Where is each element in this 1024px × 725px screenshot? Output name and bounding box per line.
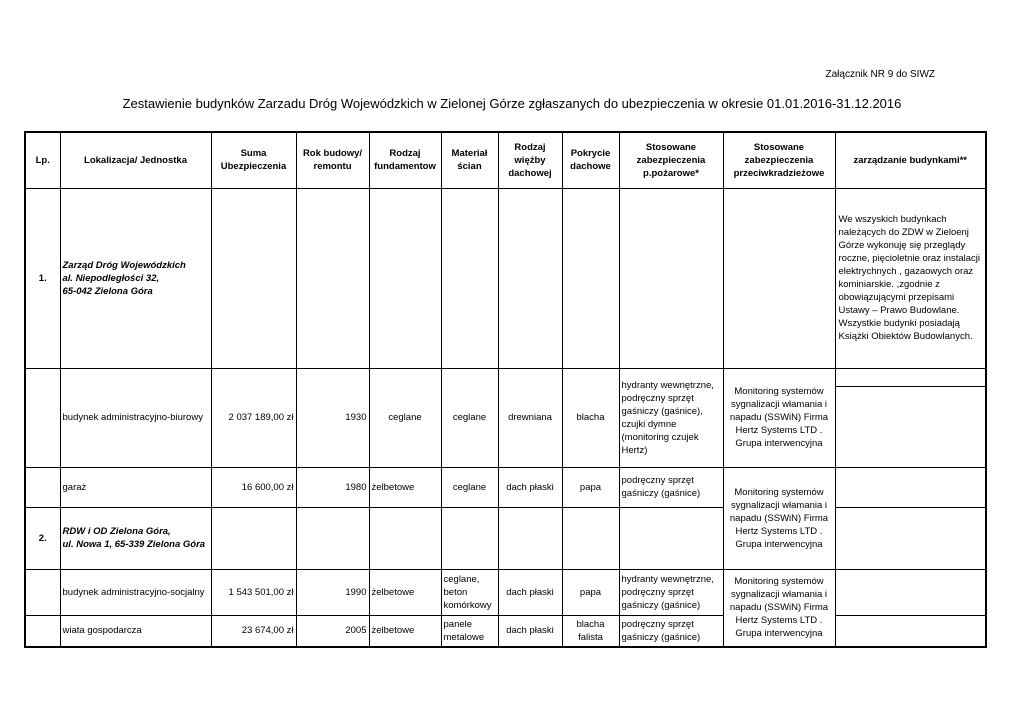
building-truss: dach płaski [498,615,562,647]
unit-2-lp: 2. [25,507,60,569]
header-location: Lokalizacja/ Jednostka [60,132,211,188]
building-truss: dach płaski [498,569,562,615]
table-row-unit-2 [25,507,986,569]
empty-cell [835,615,986,647]
building-roof: blacha falista [562,615,619,647]
empty-cell [211,507,296,569]
empty-cell [296,188,369,368]
buildings-table [24,131,987,648]
building-year: 1990 [296,569,369,615]
empty-cell [441,188,498,368]
building-fire: podręczny sprzęt gaśniczy (gaśnice) [619,467,723,507]
table-row [25,467,986,507]
header-walls: Materiał ścian [441,132,498,188]
header-sum: Suma Ubezpieczenia [211,132,296,188]
unit-1-name-line1: Zarząd Dróg Wojewódzkich [62,259,186,271]
building-year: 1980 [296,467,369,507]
header-roof: Pokrycie dachowe [562,132,619,188]
unit-1-name-line3: 65-042 Zielona Góra [62,285,153,297]
building-truss: dach płaski [498,467,562,507]
document-title: Zestawienie budynków Zarzadu Dróg Wojewódzkich w Zielonej Górze zgłaszanych do ubezpieczenia w okresie 01.01.2016-31.12.2016 [122,96,902,111]
empty-cell [369,188,441,368]
management-note: We wszyskich budynkach należących do ZDW w Zieloenj Górze wykonuję się przeglądy roczne, pięcioletnie oraz instalacji elektrychnych , gazaowych oraz kominiarskie. ,zgodnie z obowiązującymi przepisami Ustawy – Prawo Budowlane. Wszystkie budynki posiadają Książki Obiektów Budowlanych. [838,213,981,342]
building-theft: Monitoring systemów sygnalizacji włamania i napadu (SSWiN) Firma Hertz Systems LTD . Grupa interwencyjna [723,368,835,467]
table-row [25,368,986,467]
header-lp: Lp. [25,132,60,188]
empty-cell [369,507,441,569]
empty-cell [835,467,986,507]
building-sum: 23 674,00 zł [211,615,296,647]
header-truss: Rodzaj więźby dachowej [498,132,562,188]
annex-label: Załącznik NR 9 do SIWZ [825,69,935,80]
building-name: wiata gospodarcza [60,615,211,647]
building-foundation: ceglane [369,368,441,467]
unit-2-name [60,507,211,569]
building-year: 2005 [296,615,369,647]
building-walls: ceglane, beton komórkowy [441,569,498,615]
empty-cell [25,615,60,647]
building-theft: Monitoring systemów sygnalizacji włamania i napadu (SSWiN) Firma Hertz Systems LTD . Grupa interwencyjna [723,467,835,569]
table-row [25,615,986,647]
header-management: zarządzanie budynkami** [835,132,986,188]
empty-cell [211,188,296,368]
building-foundation: żelbetowe [369,569,441,615]
building-roof: blacha [562,368,619,467]
empty-cell [835,507,986,569]
unit-1-name [60,188,211,368]
empty-cell [619,188,723,368]
management-note-cell [835,188,986,368]
empty-cell [25,467,60,507]
empty-cell [25,569,60,615]
building-walls: ceglane [441,467,498,507]
empty-cell [723,188,835,368]
building-name: budynek administracyjno-socjalny [60,569,211,615]
empty-cell [562,507,619,569]
header-theft: Stosowane zabezpieczenia przeciwkradzieżowe [723,132,835,188]
empty-cell [441,507,498,569]
building-sum: 16 600,00 zł [211,467,296,507]
building-sum: 1 543 501,00 zł [211,569,296,615]
building-fire: hydranty wewnętrzne, podręczny sprzęt gaśniczy (gaśnice) [619,569,723,615]
header-row [25,132,986,188]
building-name: garaż [60,467,211,507]
building-roof: papa [562,467,619,507]
header-fire: Stosowane zabezpieczenia p.pożarowe* [619,132,723,188]
building-foundation: żelbetowe [369,467,441,507]
empty-cell [562,188,619,368]
empty-cell [498,507,562,569]
empty-cell [619,507,723,569]
building-fire: podręczny sprzęt gaśniczy (gaśnice) [619,615,723,647]
building-walls: panele metalowe [441,615,498,647]
building-theft: Monitoring systemów sygnalizacji włamania i napadu (SSWiN) Firma Hertz Systems LTD . Grupa interwencyjna [723,569,835,647]
table-row [25,569,986,615]
building-year: 1930 [296,368,369,467]
building-truss: drewniana [498,368,562,467]
building-sum: 2 037 189,00 zł [211,368,296,467]
building-name: budynek administracyjno-biurowy [60,368,211,467]
empty-cell [25,368,60,467]
empty-cell [498,188,562,368]
building-roof: papa [562,569,619,615]
header-year: Rok budowy/ remontu [296,132,369,188]
table-row-unit-1 [25,188,986,368]
unit-1-name-line2: al. Niepodległości 32, [62,272,160,284]
empty-cell [296,507,369,569]
building-foundation: żelbetowe [369,615,441,647]
building-fire: hydranty wewnętrzne, podręczny sprzęt gaśniczy (gaśnice), czujki dymne (monitoring czujek Hertz) [619,368,723,467]
building-walls: ceglane [441,368,498,467]
unit-1-lp: 1. [25,188,60,368]
unit-2-name-line1: RDW i OD Zielona Góra, [62,526,171,537]
header-foundation: Rodzaj fundamentow [369,132,441,188]
empty-cell [835,569,986,615]
unit-2-name-line2: ul. Nowa 1, 65-339 Zielona Góra [62,539,206,550]
empty-cell [835,368,986,467]
